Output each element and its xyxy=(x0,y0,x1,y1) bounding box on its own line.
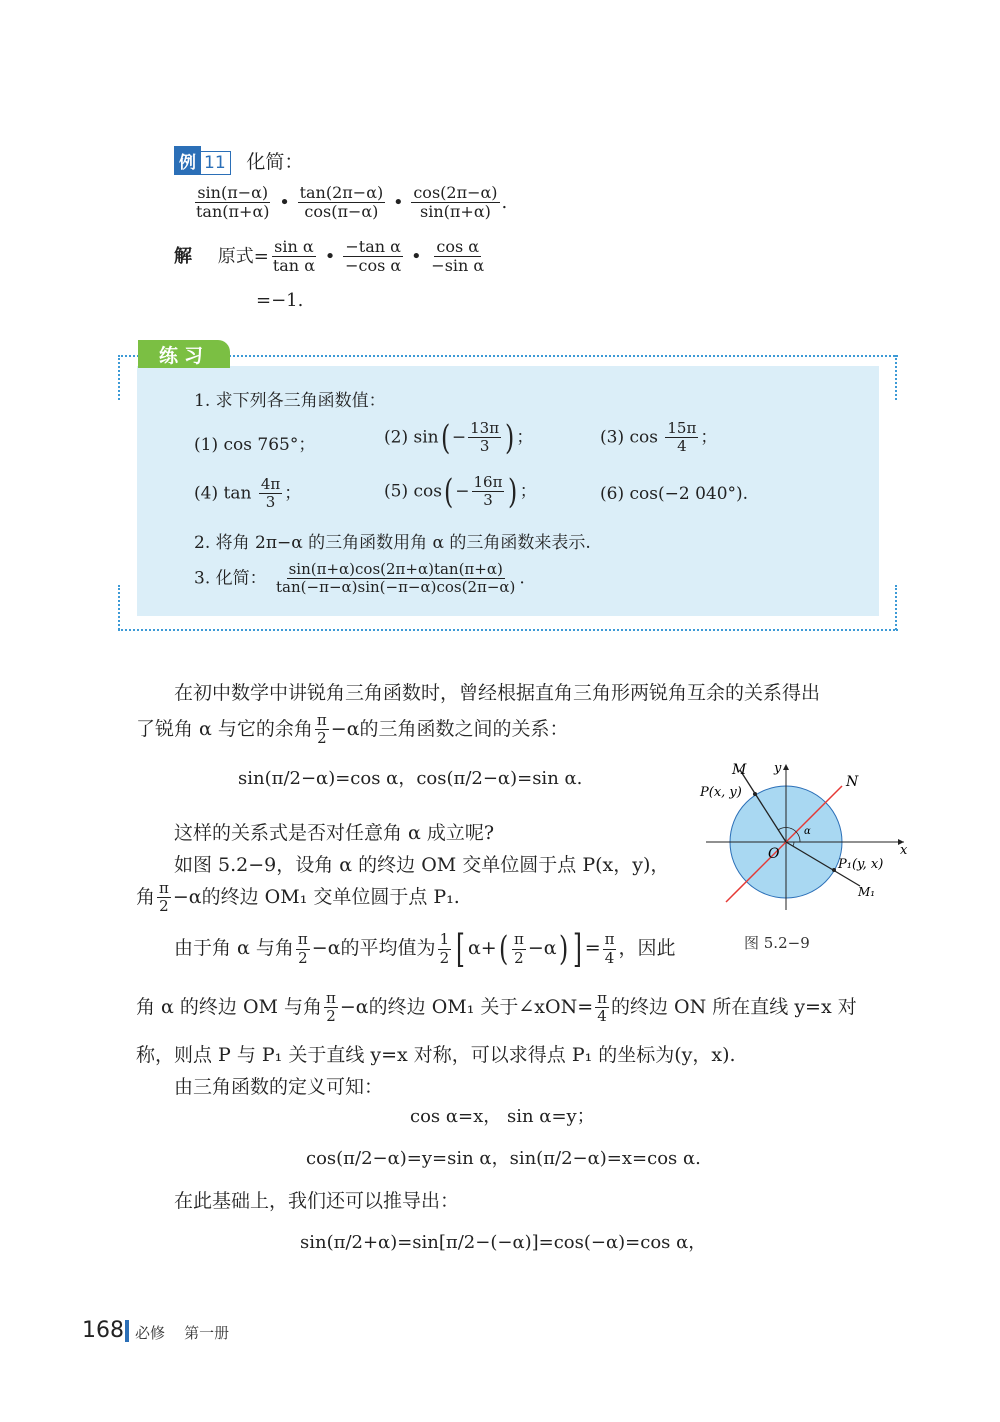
label-y: y xyxy=(774,761,782,776)
example-number: 11 xyxy=(199,151,231,175)
practice-border-left-bottom xyxy=(118,585,120,630)
practice-q1: 1. 求下列各三角函数值： xyxy=(194,391,386,411)
label-x: x xyxy=(900,843,908,858)
practice-q1-f: (6) cos(−2 040°). xyxy=(600,484,749,504)
practice-q1-e: (5) cos( − $\frac{16\pi}{3}$ ) ； xyxy=(384,471,537,512)
practice-border-top xyxy=(118,355,898,357)
solution-result: =−1. xyxy=(256,290,304,311)
label-M: M xyxy=(732,762,747,778)
page-bar xyxy=(125,1320,129,1342)
example-title: 化简： xyxy=(246,151,304,173)
body-eq2: cos α=x， sin α=y； xyxy=(410,1106,595,1127)
practice-q1-c: (3) cos $\frac{15\pi}{4}$ ； xyxy=(600,419,718,456)
practice-q1-a: (1) cos 765°； xyxy=(194,435,316,455)
practice-q1-d: (4) tan $\frac{4\pi}{3}$ ； xyxy=(194,475,302,512)
practice-border-bottom xyxy=(118,629,898,631)
body-p8: 由三角函数的定义可知： xyxy=(174,1076,384,1098)
label-O: O xyxy=(768,846,780,862)
practice-border-right-bottom xyxy=(895,585,897,630)
body-eq1: sin(π/2−α)=cos α，cos(π/2−α)=sin α. xyxy=(238,768,583,789)
body-p6: 角 α 的终边 OM 与角 $\frac{\pi}{2}$ −α的终边 OM₁ 关于∠xON= $\frac{\pi}{4}$ 的终边 ON 所在直线 y=x 对 xyxy=(136,989,857,1026)
label-P1: P₁(y, x) xyxy=(838,857,884,872)
example-expression: $\frac{\sin(\pi-\alpha)}{\tan(\pi+\alpha)}$ • $\frac{\tan(2\pi-\alpha)}{\cos(\pi-\alpha)}$ • $\frac{\cos(2\pi-\alpha)}{\sin(\pi+\alpha)}$ . xyxy=(196,183,508,222)
page-number: 168 xyxy=(82,1318,124,1343)
body-p5: 由于角 α 与角 $\frac{\pi}{2}$ −α的平均值为 $\frac{1}{2}$ [ α+( $\frac{\pi}{2}$ −α) ] = $\frac{\pi}{4}$ ，因此 xyxy=(174,927,676,971)
body-p4: 角 $\frac{\pi}{2}$ −α的终边 OM₁ 交单位圆于点 P₁. xyxy=(136,879,460,916)
body-p1a: 在初中数学中讲锐角三角函数时，曾经根据直角三角形两锐角互余的关系得出 xyxy=(174,682,821,704)
example-header xyxy=(174,146,303,175)
label-P: P(x, y) xyxy=(700,785,742,800)
practice-border-left-top xyxy=(118,355,120,400)
book-title: 必修 第一册 xyxy=(135,1324,230,1342)
y-axis-arrow xyxy=(783,764,789,770)
body-p3: 如图 5.2−9，设角 α 的终边 OM 交单位圆于点 P(x，y)， xyxy=(174,854,670,876)
body-p1b: 了锐角 α 与它的余角 $\frac{\pi}{2}$ −α的三角函数之间的关系： xyxy=(136,711,569,748)
example-solution: 解 原式= $\frac{\text{sin α}}{\text{tan α}}$ • $\frac{\text{−tan α}}{\text{−cos α}}$ • $\frac{\text{cos α}}{\text{−sin α}}$ xyxy=(174,237,485,276)
body-eq3: cos(π/2−α)=y=sin α，sin(π/2−α)=x=cos α. xyxy=(306,1148,701,1169)
label-alpha: α xyxy=(804,826,811,837)
body-eq4: sin(π/2+α)=sin[π/2−(−α)]=cos(−α)=cos α， xyxy=(300,1232,707,1253)
unit-circle-figure xyxy=(690,750,920,930)
example-badge: 例 xyxy=(174,146,201,175)
label-N: N xyxy=(846,774,859,790)
body-p7: 称，则点 P 与 P₁ 关于直线 y=x 对称，可以求得点 P₁ 的坐标为(y，x). xyxy=(136,1044,736,1066)
practice-tag: 练习 xyxy=(138,340,230,368)
solution-label: 解 xyxy=(174,245,192,267)
practice-border-right-top xyxy=(895,355,897,400)
practice-q1-b: (2) sin( − $\frac{13\pi}{3}$ ) ； xyxy=(384,417,534,458)
point-P xyxy=(753,792,757,796)
point-P1 xyxy=(832,868,836,872)
practice-q2: 2. 将角 2π−α 的三角函数用角 α 的三角函数来表示. xyxy=(194,533,591,553)
body-p2: 这样的关系式是否对任意角 α 成立呢? xyxy=(174,822,495,844)
label-M1: M₁ xyxy=(858,885,876,899)
practice-q3: 3. 化简： $\frac{\sin(\pi+\alpha)\cos(2\pi+\alpha)\tan(\pi+\alpha)}{\tan(-\pi-\alpha)\sin(-\pi-\alpha)\cos(2\pi-\alpha)}$ . xyxy=(194,560,525,597)
figure-caption: 图 5.2−9 xyxy=(744,934,810,952)
body-p9: 在此基础上，我们还可以推导出： xyxy=(174,1190,460,1212)
